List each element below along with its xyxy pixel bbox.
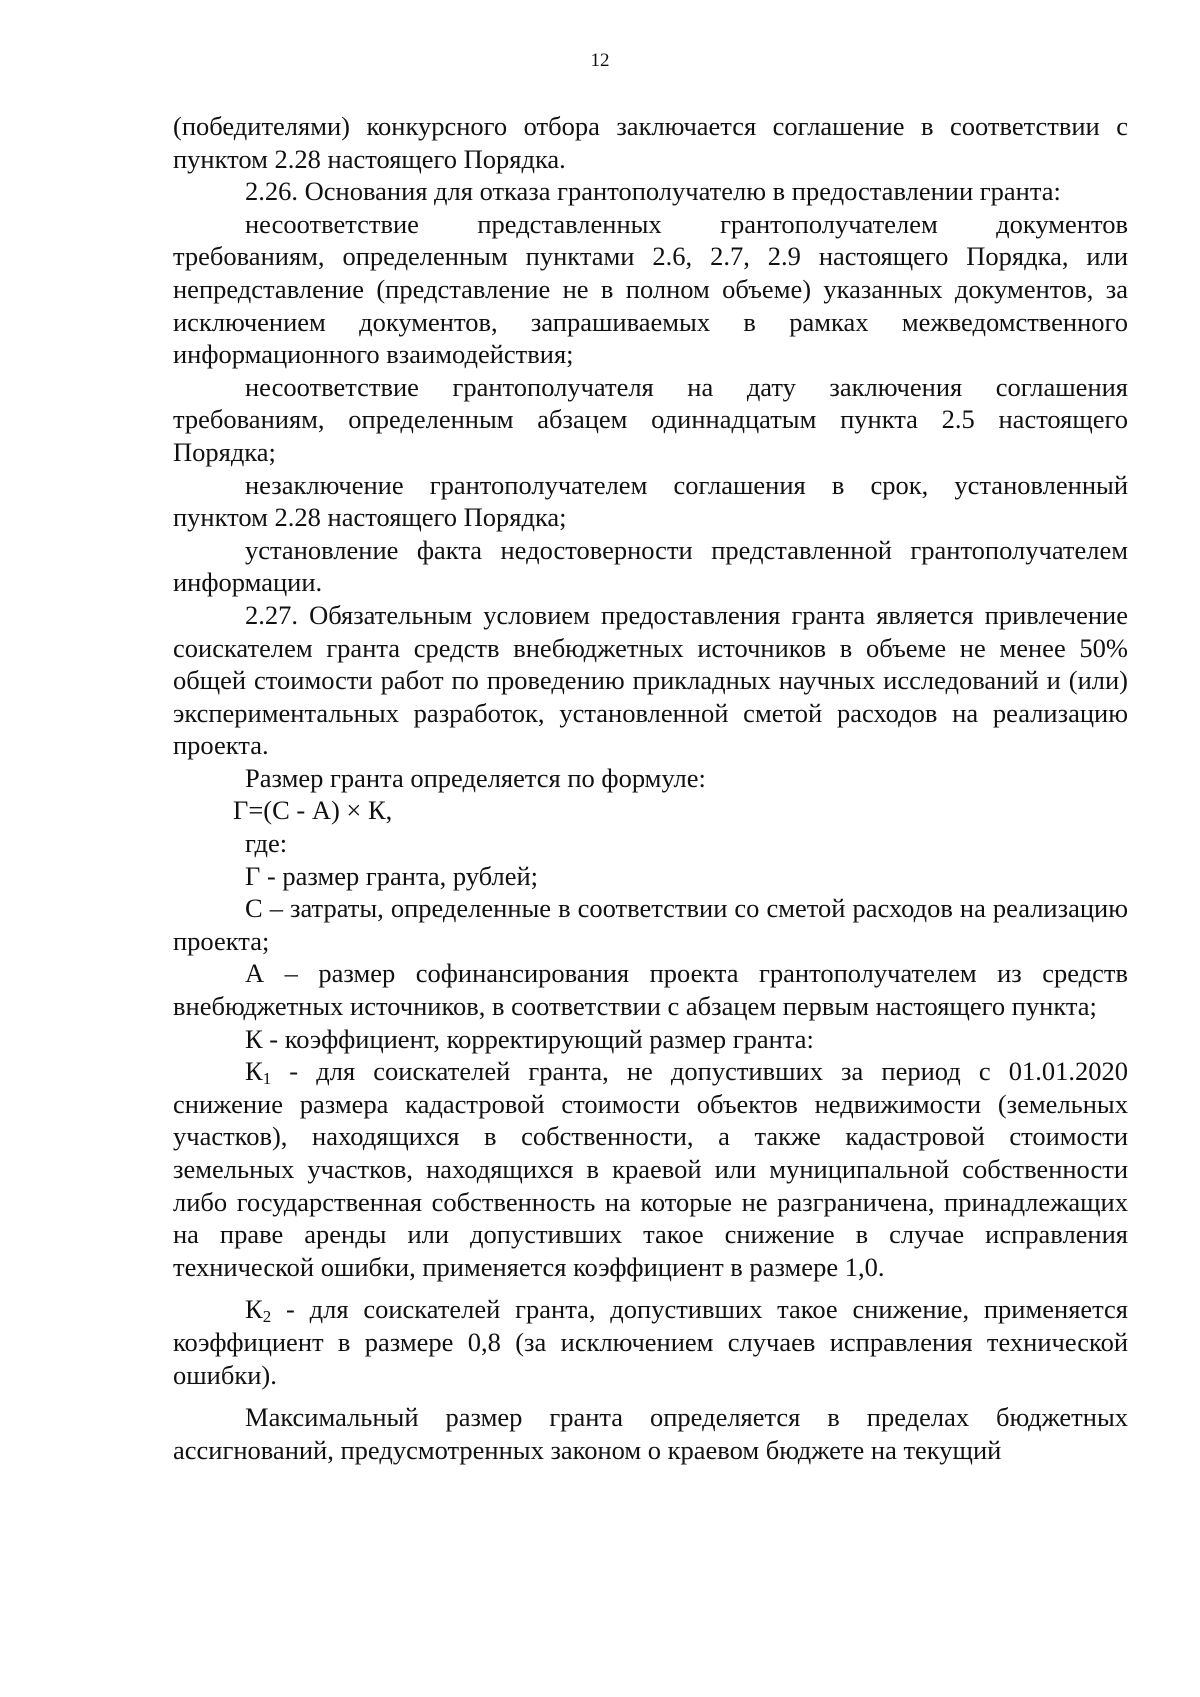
paragraph: 2.26. Основания для отказа грантополучателю в предоставлении гранта: [245,176,1061,207]
grant-formula: Г=(С - А) × К, [233,795,393,826]
k1-text: - для соискателей гранта, не допустивших за период с 01.01.2020 снижение размера кадастровой стоимости объектов недвижимости (земельных участков), находящихся в собственности, а также кадастровой стоимости земельных участков, находящихся в краевой или муниципальной собственности либо государственная собственность на которые не разграничена, принадлежащих на праве аренды или допустивших такое снижение в случае исправления технической ошибки, применяется коэффициент в размере 1,0. [173,1056,1128,1282]
definition-item: С – затраты, определенные в соответствии со сметой расходов на реализацию проекта; [173,893,1128,956]
list-item: несоответствие грантополучателя на дату заключения соглашения требованиям, определенным абзацем одиннадцатым пункта 2.5 настоящего Порядка; [173,371,1128,467]
document-body [173,110,1128,1466]
page-number: 12 [590,50,610,71]
coefficient-k1 [173,1055,1128,1283]
paragraph: Размер гранта определяется по формуле: [245,762,706,793]
definition-item: К - коэффициент, корректирующий размер гранта: [245,1023,814,1054]
k2-text: - для соискателей гранта, допустивших такое снижение, применяется коэффициент в размере 0,8 (за исключением случаев исправления технической ошибки). [173,1294,1128,1390]
list-item: несоответствие представленных грантополучателем документов требованиям, определенным пунктами 2.6, 2.7, 2.9 настоящего Порядка, или непредставление (представление не в полном объеме) указанных документов, за исключением документов, запрашиваемых в рамках межведомственного информационного взаимодействия; [173,208,1128,370]
list-item: установление факта недостоверности представленной грантополучателем информации. [173,534,1128,598]
paragraph: Максимальный размер гранта определяется в пределах бюджетных ассигнований, предусмотренных законом о краевом бюджете на текущий [173,1402,1128,1465]
k2-subscript: 2 [262,1307,272,1327]
paragraph: 2.27. Обязательным условием предоставления гранта является привлечение соискателем гранта средств внебюджетных источников в объеме не менее 50% общей стоимости работ по проведению прикладных научных исследований и (или) экспериментальных разработок, установленной сметой расходов на реализацию проекта. [173,599,1128,761]
k1-letter: К [245,1056,263,1087]
coefficient-k2 [173,1293,1128,1391]
definition-item: Г - размер гранта, рублей; [245,860,539,891]
paragraph: (победителями) конкурсного отбора заключается соглашение в соответствии с пунктом 2.28 настоящего Порядка. [173,111,1128,174]
k2-letter: К [245,1294,263,1325]
definition-item: А – размер софинансирования проекта грантополучателем из средств внебюджетных источников, в соответствии с абзацем первым настоящего пункта; [173,958,1128,1022]
k1-subscript: 1 [262,1069,272,1089]
list-item: незаключение грантополучателем соглашения в срок, установленный пунктом 2.28 настоящего Порядка; [173,469,1128,533]
paragraph: где: [245,828,288,859]
